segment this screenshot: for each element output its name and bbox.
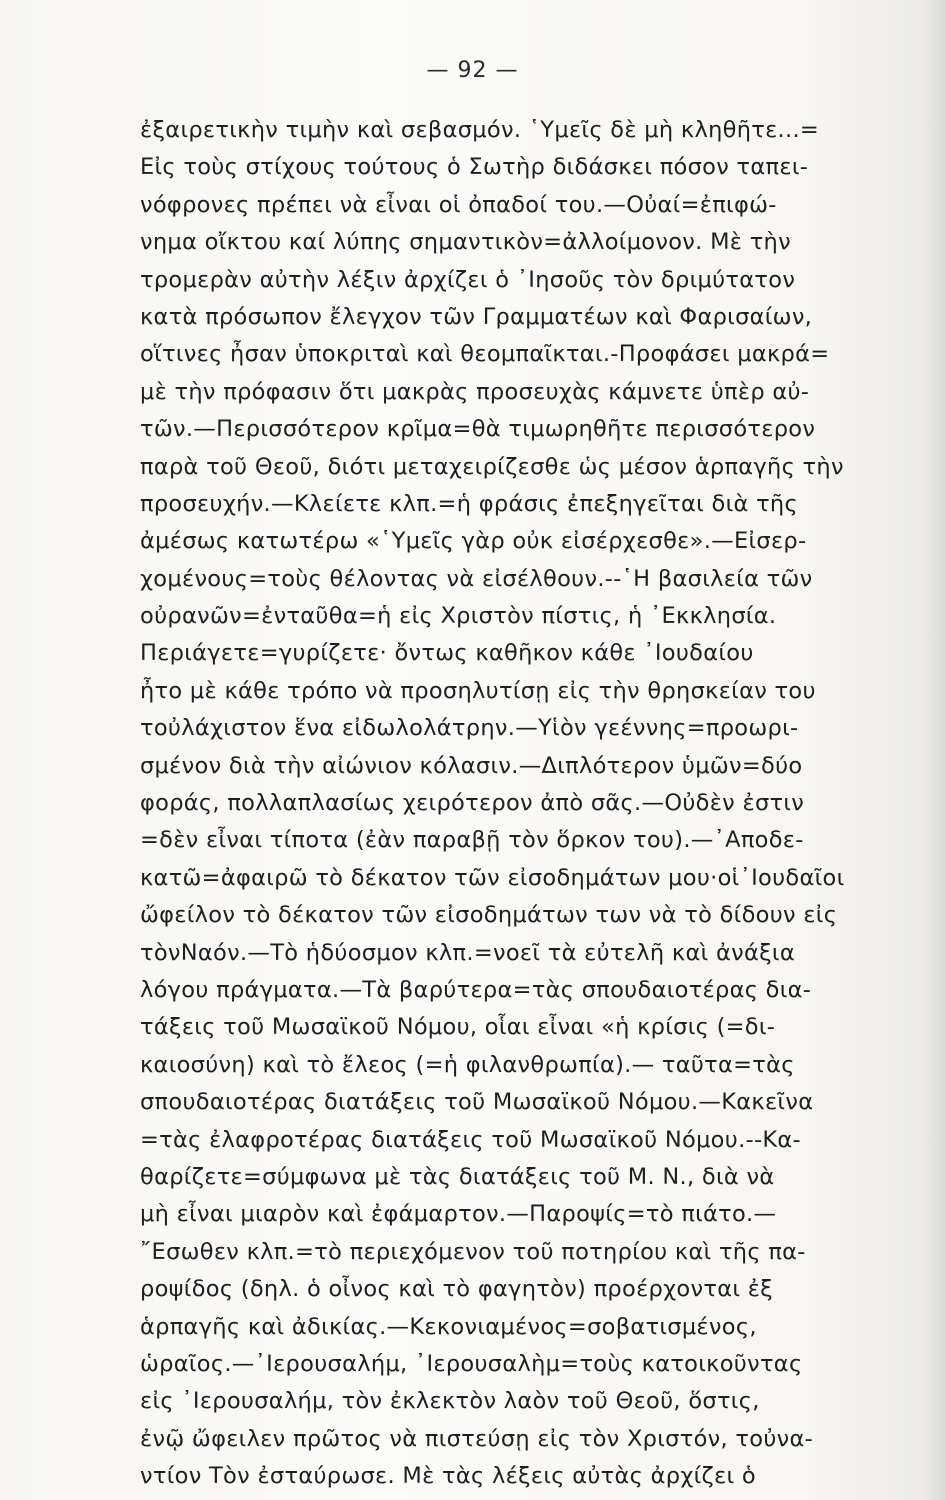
text-line: τὸνΝαόν.—Τὸ ἡδύοσμον κλπ.=νοεῖ τὰ εὐτελῆ καὶ ἀνάξια [140, 939, 795, 966]
commentary-text [140, 112, 875, 1495]
text-line: Εἰς τοὺς στίχους τούτους ὁ Σωτὴρ διδάσκει πόσον ταπει- [140, 154, 809, 181]
text-line: προσευχήν.—Κλείετε κλπ.=ἡ φράσις ἐπεξηγεῖται διὰ τῆς [140, 490, 798, 517]
text-line: =τὰς ἐλαφροτέρας διατάξεις τοῦ Μωσαϊκοῦ Νόμου.--Κα- [140, 1126, 801, 1153]
text-line: ῎Εσωθεν κλπ.=τὸ περιεχόμενον τοῦ ποτηρίου καὶ τῆς πα- [140, 1238, 806, 1265]
text-line: καιοσύνη) καὶ τὸ ἔλεος (=ἡ φιλανθρωπία).— ταῦτα=τὰς [140, 1051, 795, 1078]
page-number: — 92 — [426, 58, 519, 83]
text-line: τάξεις τοῦ Μωσαϊκοῦ Νόμου, οἷαι εἶναι «ἡ κρίσις (=δι- [140, 1014, 776, 1041]
text-line: φοράς, πολλαπλασίως χειρότερον ἀπὸ σᾶς.—Οὐδὲν ἐστιν [140, 790, 805, 817]
text-line: νημα οἴκτου καί λύπης σημαντικὸν=ἀλλοίμονον. Μὲ τὴν [140, 229, 791, 256]
text-line: οἵτινες ἦσαν ὑποκριταὶ καὶ θεομπαῖκται.-Προφάσει μακρά= [140, 341, 830, 368]
text-line: ἁρπαγῆς καὶ ἀδικίας.—Κεκονιαμένος=σοβατισμένος, [140, 1313, 757, 1340]
text-line: Περιάγετε=γυρίζετε· ὄντως καθῆκον κάθε ᾿Ιουδαίου [140, 640, 754, 667]
text-line: ἐξαιρετικὴν τιμὴν καὶ σεβασμόν. ῾Υμεῖς δὲ μὴ κληθῆτε...= [140, 117, 820, 143]
text-line: χομένους=τοὺς θέλοντας νὰ εἰσέλθουν.--῾Η βασιλεία τῶν [140, 565, 813, 592]
text-line: εἰς ᾿Ιερουσαλήμ, τὸν ἐκλεκτὸν λαὸν τοῦ Θεοῦ, ὅστις, [140, 1388, 760, 1415]
text-line: τρομερὰν αὐτὴν λέξιν ἀρχίζει ὁ ᾿Ιησοῦς τὸν δριμύτατον [140, 266, 796, 293]
text-line: παρὰ τοῦ Θεοῦ, διότι μεταχειρίζεσθε ὡς μέσον ἁρπαγῆς τὴν [140, 453, 844, 480]
text-line: μὲ τὴν πρόφασιν ὅτι μακρὰς προσευχὰς κάμνετε ὑπὲρ αὐ- [140, 378, 810, 405]
text-line: ὤφείλον τὸ δέκατον τῶν εἰσοδημάτων των νὰ τὸ δίδουν εἰς [140, 902, 838, 929]
text-line: τῶν.—Περισσότερον κρῖμα=θὰ τιμωρηθῆτε περισσότερον [140, 416, 816, 443]
text-line: σμένον διὰ τὴν αἰώνιον κόλασιν.—Διπλότερον ὑμῶν=δύο [140, 752, 803, 779]
text-line: θαρίζετε=σύμφωνα μὲ τὰς διατάξεις τοῦ Μ. Ν., διὰ νὰ [140, 1163, 775, 1190]
text-line: οὐρανῶν=ἐνταῦθα=ἡ εἰς Χριστὸν πίστις, ἡ ᾿Εκκλησία. [140, 603, 777, 630]
text-line: κατῶ=ἀφαιρῶ τὸ δέκατον τῶν εἰσοδημάτων μου·οἱ᾿Ιουδαῖοι [140, 864, 845, 891]
text-line: ντίον Τὸν ἐσταύρωσε. Μὲ τὰς λέξεις αὐτὰς ἀρχίζει ὁ [140, 1463, 756, 1490]
text-line: λόγου πράγματα.—Τὰ βαρύτερα=τὰς σπουδαιοτέρας δια- [140, 976, 812, 1003]
text-line: ὡραῖος.—᾿Ιερουσαλήμ, ᾿Ιερουσαλὴμ=τοὺς κατοικοῦντας [140, 1350, 803, 1377]
text-line: μὴ εἶναι μιαρὸν καὶ ἐφάμαρτον.—Παροψίς=τὸ πιάτο.— [140, 1201, 777, 1228]
text-line: ἐνῷ ὤφειλεν πρῶτος νὰ πιστεύσῃ εἰς τὸν Χριστόν, τοὐνα- [140, 1425, 814, 1452]
text-line: =δὲν εἶναι τίποτα (ἐὰν παραβῇ τὸν ὅρκον του).—᾿Αποδε- [140, 827, 804, 854]
text-line: ἦτο μὲ κάθε τρόπο νὰ προσηλυτίσῃ εἰς τὴν θρησκείαν του [140, 677, 816, 704]
page-edge-shadow [923, 0, 945, 1500]
text-line: ροψίδος (δηλ. ὁ οἶνος καὶ τὸ φαγητὸν) προέρχονται ἐξ [140, 1276, 774, 1303]
text-line: νόφρονες πρέπει νὰ εἶναι οἱ ὀπαδοί του.—Οὐαί=ἐπιφώ- [140, 191, 777, 218]
text-line: τοὐλάχιστον ἕνα εἰδωλολάτρην.—Υἱὸν γεέννης=προωρι- [140, 715, 799, 742]
text-line: κατὰ πρόσωπον ἔλεγχον τῶν Γραμματέων καὶ Φαρισαίων, [140, 303, 813, 330]
text-line: σπουδαιοτέρας διατάξεις τοῦ Μωσαϊκοῦ Νόμου.—Κακεῖνα [140, 1089, 814, 1116]
text-line: ἀμέσως κατωτέρω «῾Υμεῖς γὰρ οὐκ εἰσέρχεσθε».—Εἰσερ- [140, 528, 807, 555]
